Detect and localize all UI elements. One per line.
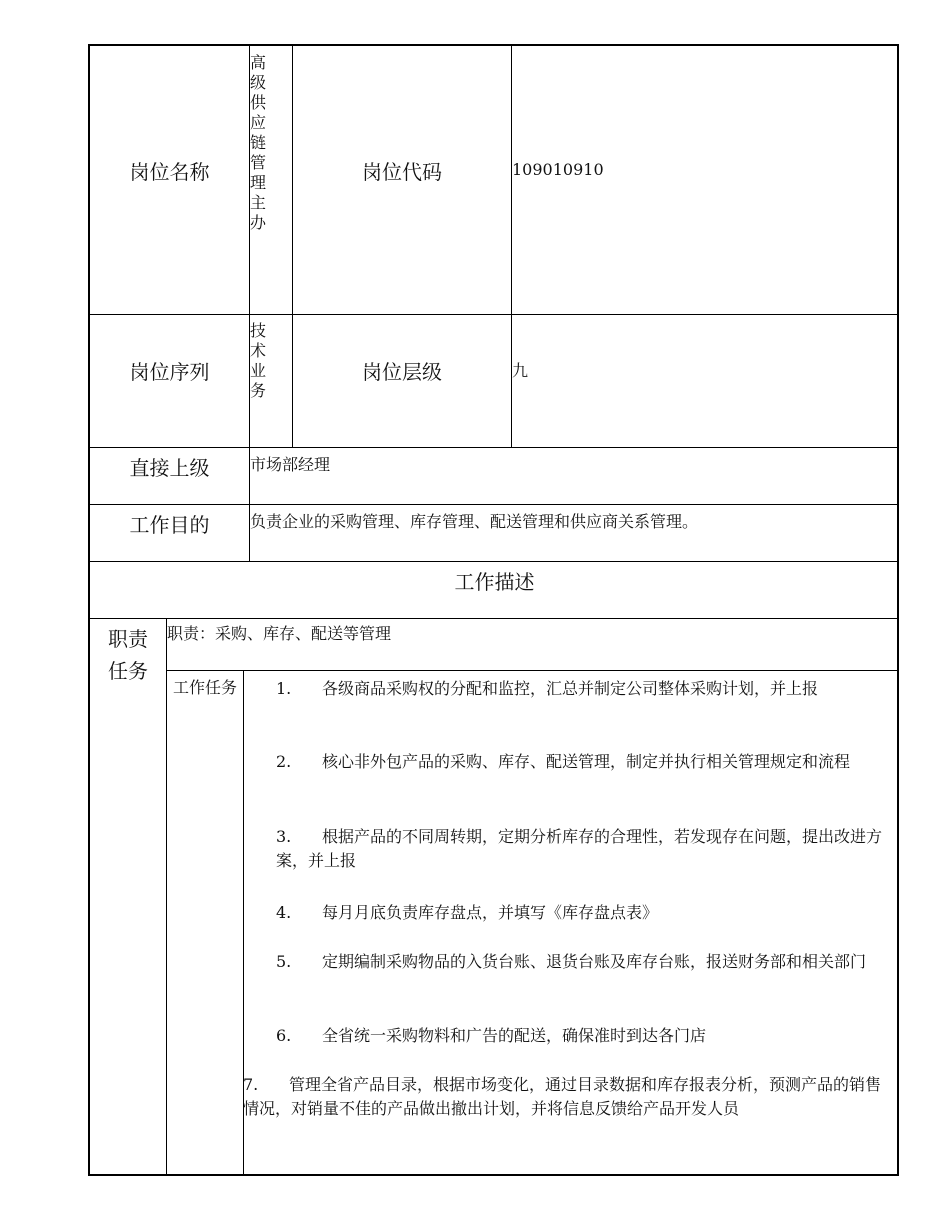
row-divider bbox=[90, 504, 899, 505]
task-number: 5. bbox=[276, 952, 292, 971]
row-divider bbox=[166, 670, 899, 671]
post-series-value: 技术业务 bbox=[250, 321, 267, 400]
description-title: 工作描述 bbox=[454, 570, 535, 594]
col-divider bbox=[292, 46, 293, 447]
task-item-6 bbox=[276, 1024, 884, 1048]
task-text: 管理全省产品目录，根据市场变化，通过目录数据和库存报表分析，预测产品的销售情况，对销量不佳的产品做出撤出计划，并将信息反馈给产品开发人员 bbox=[243, 1075, 882, 1118]
task-number: 7. bbox=[243, 1075, 259, 1094]
task-text: 核心非外包产品的采购、库存、配送管理，制定并执行相关管理规定和流程 bbox=[322, 752, 851, 771]
col-divider bbox=[511, 46, 512, 447]
row-divider bbox=[90, 561, 899, 562]
duty-label: 职责任务 bbox=[108, 627, 148, 683]
task-item-2 bbox=[276, 750, 884, 774]
task-item-4 bbox=[276, 901, 884, 925]
superior-label: 直接上级 bbox=[129, 456, 210, 480]
task-number: 1. bbox=[276, 679, 292, 698]
post-code-value: 109010910 bbox=[512, 160, 604, 179]
task-item-1 bbox=[276, 677, 884, 701]
task-text: 各级商品采购权的分配和监控，汇总并制定公司整体采购计划，并上报 bbox=[322, 679, 819, 698]
row-divider bbox=[90, 618, 899, 619]
col-divider bbox=[166, 618, 167, 1176]
task-text: 全省统一采购物料和广告的配送，确保准时到达各门店 bbox=[322, 1026, 707, 1045]
task-number: 3. bbox=[276, 827, 292, 846]
task-number: 2. bbox=[276, 752, 292, 771]
task-text: 根据产品的不同周转期，定期分析库存的合理性，若发现存在问题，提出改进方案，并上报 bbox=[276, 827, 883, 870]
task-number: 6. bbox=[276, 1026, 292, 1045]
superior-value: 市场部经理 bbox=[250, 455, 331, 474]
post-level-value: 九 bbox=[512, 361, 529, 380]
post-name-value: 高级供应链管理主办 bbox=[250, 53, 267, 232]
task-text: 定期编制采购物品的入货台账、退货台账及库存台账，报送财务部和相关部门 bbox=[322, 952, 867, 971]
post-level-label: 岗位层级 bbox=[362, 360, 442, 384]
duty-text: 职责：采购、库存、配送等管理 bbox=[167, 624, 392, 643]
task-item-5 bbox=[276, 950, 884, 974]
task-number: 4. bbox=[276, 903, 292, 922]
post-series-label: 岗位序列 bbox=[129, 360, 210, 384]
task-label: 工作任务 bbox=[172, 678, 237, 697]
task-item-3 bbox=[276, 825, 884, 873]
job-description-table bbox=[88, 44, 899, 1176]
row-divider bbox=[90, 447, 899, 448]
task-text: 每月月底负责库存盘点，并填写《库存盘点表》 bbox=[322, 903, 659, 922]
purpose-value: 负责企业的采购管理、库存管理、配送管理和供应商关系管理。 bbox=[250, 512, 699, 531]
row-divider bbox=[90, 314, 899, 315]
post-name-label: 岗位名称 bbox=[129, 160, 210, 184]
purpose-label: 工作目的 bbox=[129, 513, 210, 537]
post-code-label: 岗位代码 bbox=[362, 160, 442, 184]
task-item-7 bbox=[243, 1073, 888, 1121]
